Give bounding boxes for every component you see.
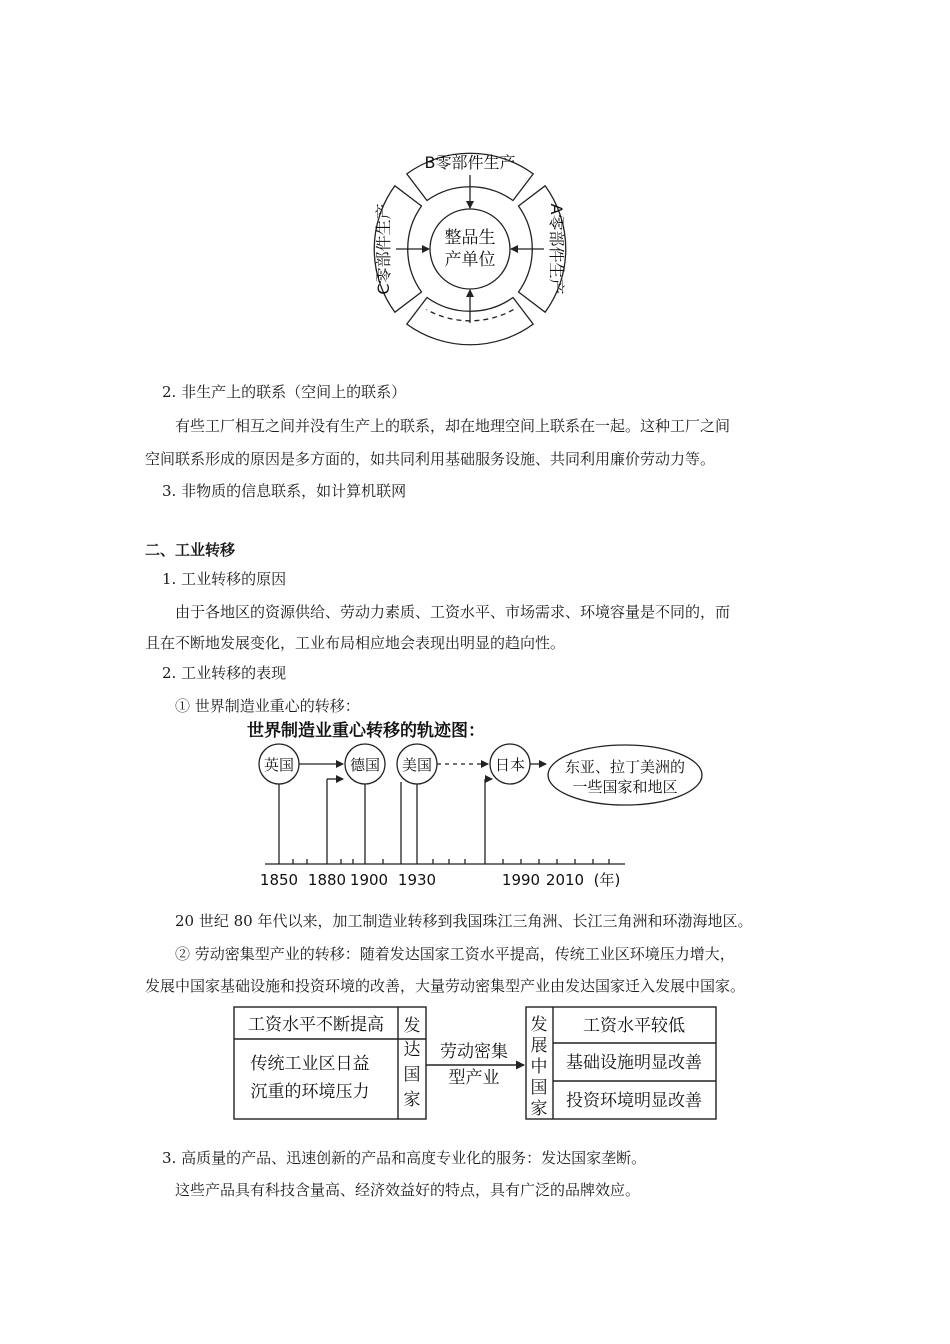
year-unit: (年) — [593, 871, 621, 889]
item2-body-line1: 有些工厂相互之间并没有生产上的联系，却在地理空间上联系在一起。这种工厂之间 — [175, 417, 731, 435]
developed-vertical-label — [404, 1016, 421, 1110]
s2-sub1: ① 世界制造业重心的转移： — [175, 697, 360, 715]
year-1880: 1880 — [307, 871, 347, 889]
s2-item1-body-line1: 由于各地区的资源供给、劳动力素质、工资水平、市场需求、环境容量是不同的，而 — [175, 603, 731, 621]
developed-char: 达 — [403, 1040, 421, 1060]
left-top-text: 工资水平不断提高 — [248, 1015, 384, 1035]
right-sector-label: A零部件生产 — [547, 203, 566, 295]
arrow-label-line2: 型产业 — [448, 1068, 500, 1088]
year-2010: 2010 — [545, 871, 585, 889]
center-label-line2: 产单位 — [444, 250, 496, 270]
after-timeline-text: 20 世纪 80 年代以来，加工制造业转移到我国珠江三角洲、长江三角洲和环渤海地区。 — [175, 912, 753, 930]
s2-sub2-line2: 发展中国家基础设施和投资环境的改善，大量劳动密集型产业由发达国家迁入发展中国家。 — [145, 977, 746, 995]
year-1990: 1990 — [501, 871, 541, 889]
node-label-usa: 美国 — [401, 756, 433, 774]
center-label-line1: 整品生 — [444, 228, 496, 248]
year-1850: 1850 — [259, 871, 299, 889]
arrow-label-line1: 劳动密集 — [440, 1042, 508, 1062]
s2-item2-title: 2. 工业转移的表现 — [162, 664, 287, 682]
item3-text: 3. 非物质的信息联系，如计算机联网 — [162, 482, 407, 500]
left-bottom-line1: 传统工业区日益 — [250, 1054, 370, 1074]
axis-ticks — [293, 859, 609, 864]
left-bottom-line2: 沉重的环境压力 — [250, 1082, 370, 1102]
top-sector-label: B零部件生产 — [424, 153, 516, 172]
manufacturing-shift-timeline — [245, 716, 715, 890]
developing-char: 中 — [530, 1057, 548, 1077]
node-label-uk: 英国 — [263, 756, 295, 774]
oval-label-line1: 东亚、拉丁美洲的 — [564, 758, 686, 776]
year-1930: 1930 — [397, 871, 437, 889]
s2-item1-body-line2: 且在不断地发展变化，工业布局相应地会表现出明显的趋向性。 — [145, 634, 566, 652]
developed-char: 发 — [403, 1016, 421, 1036]
s2-item3-body: 这些产品具有科技含量高、经济效益好的特点，具有广泛的品牌效应。 — [175, 1181, 641, 1199]
right-text-2: 基础设施明显改善 — [566, 1053, 702, 1073]
year-1900: 1900 — [349, 871, 389, 889]
section-heading: 二、工业转移 — [145, 541, 236, 559]
timeline-title: 世界制造业重心转移的轨迹图： — [247, 721, 485, 741]
developing-char: 家 — [530, 1099, 548, 1119]
right-text-3: 投资环境明显改善 — [566, 1091, 702, 1111]
s2-item1-title: 1. 工业转移的原因 — [162, 570, 287, 588]
s2-sub2-line1: ② 劳动密集型产业的转移：随着发达国家工资水平提高，传统工业区环境压力增大， — [175, 945, 735, 963]
s2-item3-title: 3. 高质量的产品、迅速创新的产品和高度专业化的服务：发达国家垄断。 — [162, 1149, 647, 1167]
developing-char: 国 — [530, 1078, 548, 1098]
industrial-linkage-diagram — [355, 138, 585, 370]
item2-body-line2: 空间联系形成的原因是多方面的，如共同利用基础服务设施、共同利用廉价劳动力等。 — [145, 450, 716, 468]
developing-char: 展 — [530, 1036, 548, 1056]
developed-char: 家 — [403, 1090, 421, 1110]
node-label-germany: 德国 — [349, 756, 381, 774]
developing-vertical-label — [531, 1015, 548, 1119]
developed-char: 国 — [403, 1065, 421, 1085]
item2-title: 2. 非生产上的联系（空间上的联系） — [162, 383, 407, 401]
node-label-japan: 日本 — [494, 756, 526, 774]
oval-label-line2: 一些国家和地区 — [572, 778, 678, 796]
labour-intensive-transfer-diagram — [230, 1003, 720, 1125]
left-sector-label: C零部件生产 — [374, 203, 393, 295]
right-text-1: 工资水平较低 — [583, 1016, 685, 1036]
developing-char: 发 — [530, 1015, 548, 1035]
center-circle — [430, 209, 510, 289]
